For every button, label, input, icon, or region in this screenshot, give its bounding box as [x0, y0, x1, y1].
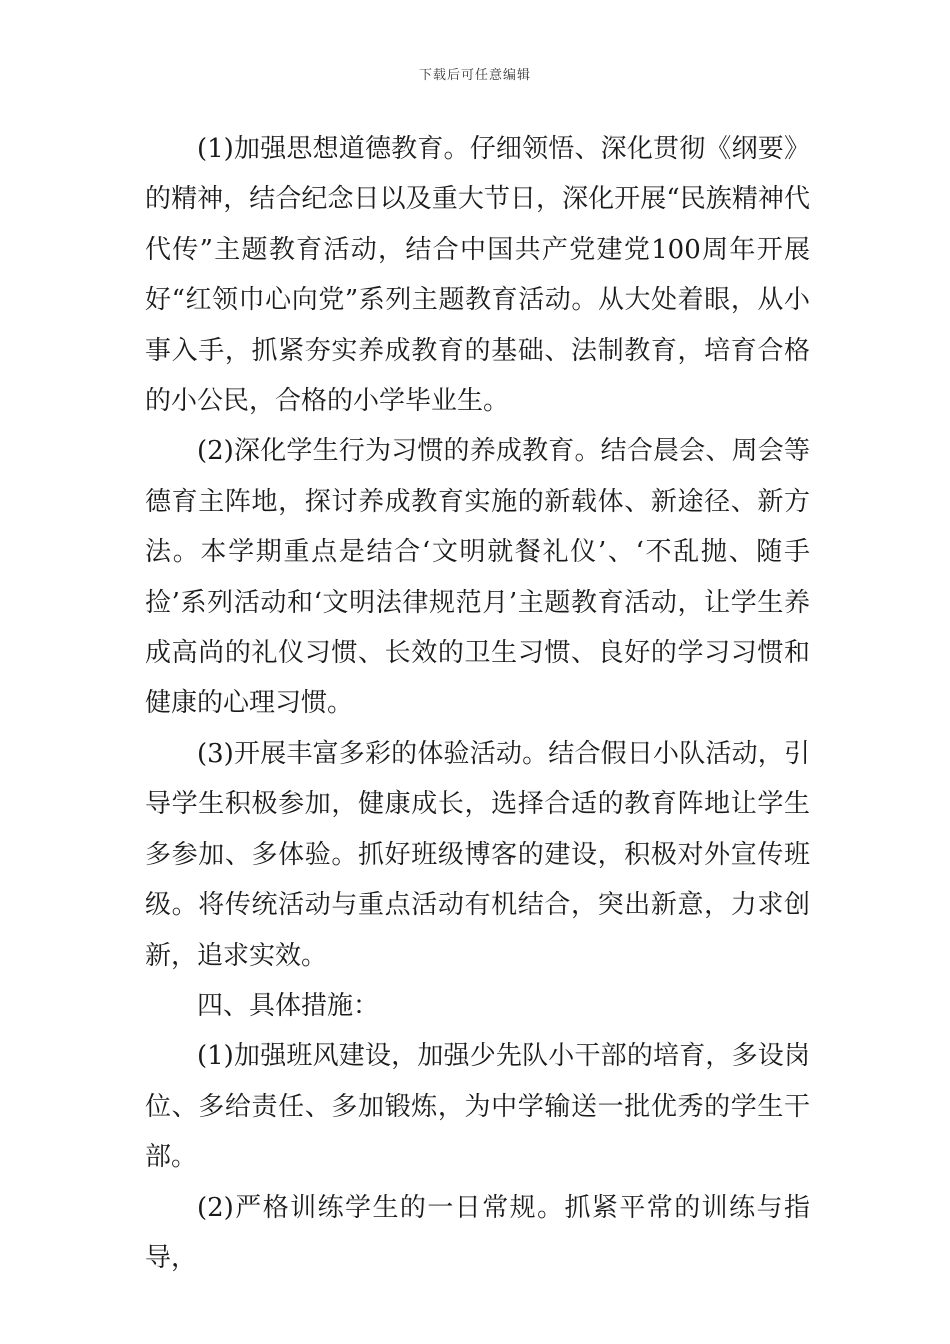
paragraph-class-style: (1)加强班风建设，加强少先队小干部的培育，多设岗位、多给责任、多加锻炼，为中学输送一批优秀的学生干部。 [145, 1041, 810, 1173]
section-heading-measures: 四、具体措施： [197, 990, 380, 1021]
paragraph-experience-activities: (3)开展丰富多彩的体验活动。结合假日小队活动，引导学生积极参加，健康成长，选择合适的教育阵地让学生多参加、多体验。抓好班级博客的建设，积极对外宣传班级。将传统活动与重点活动有机结合，突出新意，力求创新，追求实效。 [145, 738, 810, 971]
page-header: 下载后可任意编辑 [418, 68, 531, 83]
paragraph-habit-education: (2)深化学生行为习惯的养成教育。结合晨会、周会等德育主阵地，探讨养成教育实施的新载体、新途径、新方法。本学期重点是结合‘文明就餐礼仪’、‘不乱抛、随手捡’系列活动和‘文明法律规范月’主题教育活动，让学生养成高尚的礼仪习惯、长效的卫生习惯、良好的学习习惯和健康的心理习惯。 [145, 436, 810, 719]
paragraph-moral-education: (1)加强思想道德教育。仔细领悟、深化贯彻《纲要》的精神，结合纪念日以及重大节日，深化开展“民族精神代代传”主题教育活动，结合中国共产党建党100周年开展好“红领巾心向党”系列主题教育活动。从大处着眼，从小事入手，抓紧夯实养成教育的基础、法制教育，培育合格的小公民，合格的小学毕业生。 [145, 134, 810, 417]
document-body [145, 124, 810, 1283]
paragraph-daily-routine: (2)严格训练学生的一日常规。抓紧平常的训练与指导， [145, 1192, 810, 1273]
